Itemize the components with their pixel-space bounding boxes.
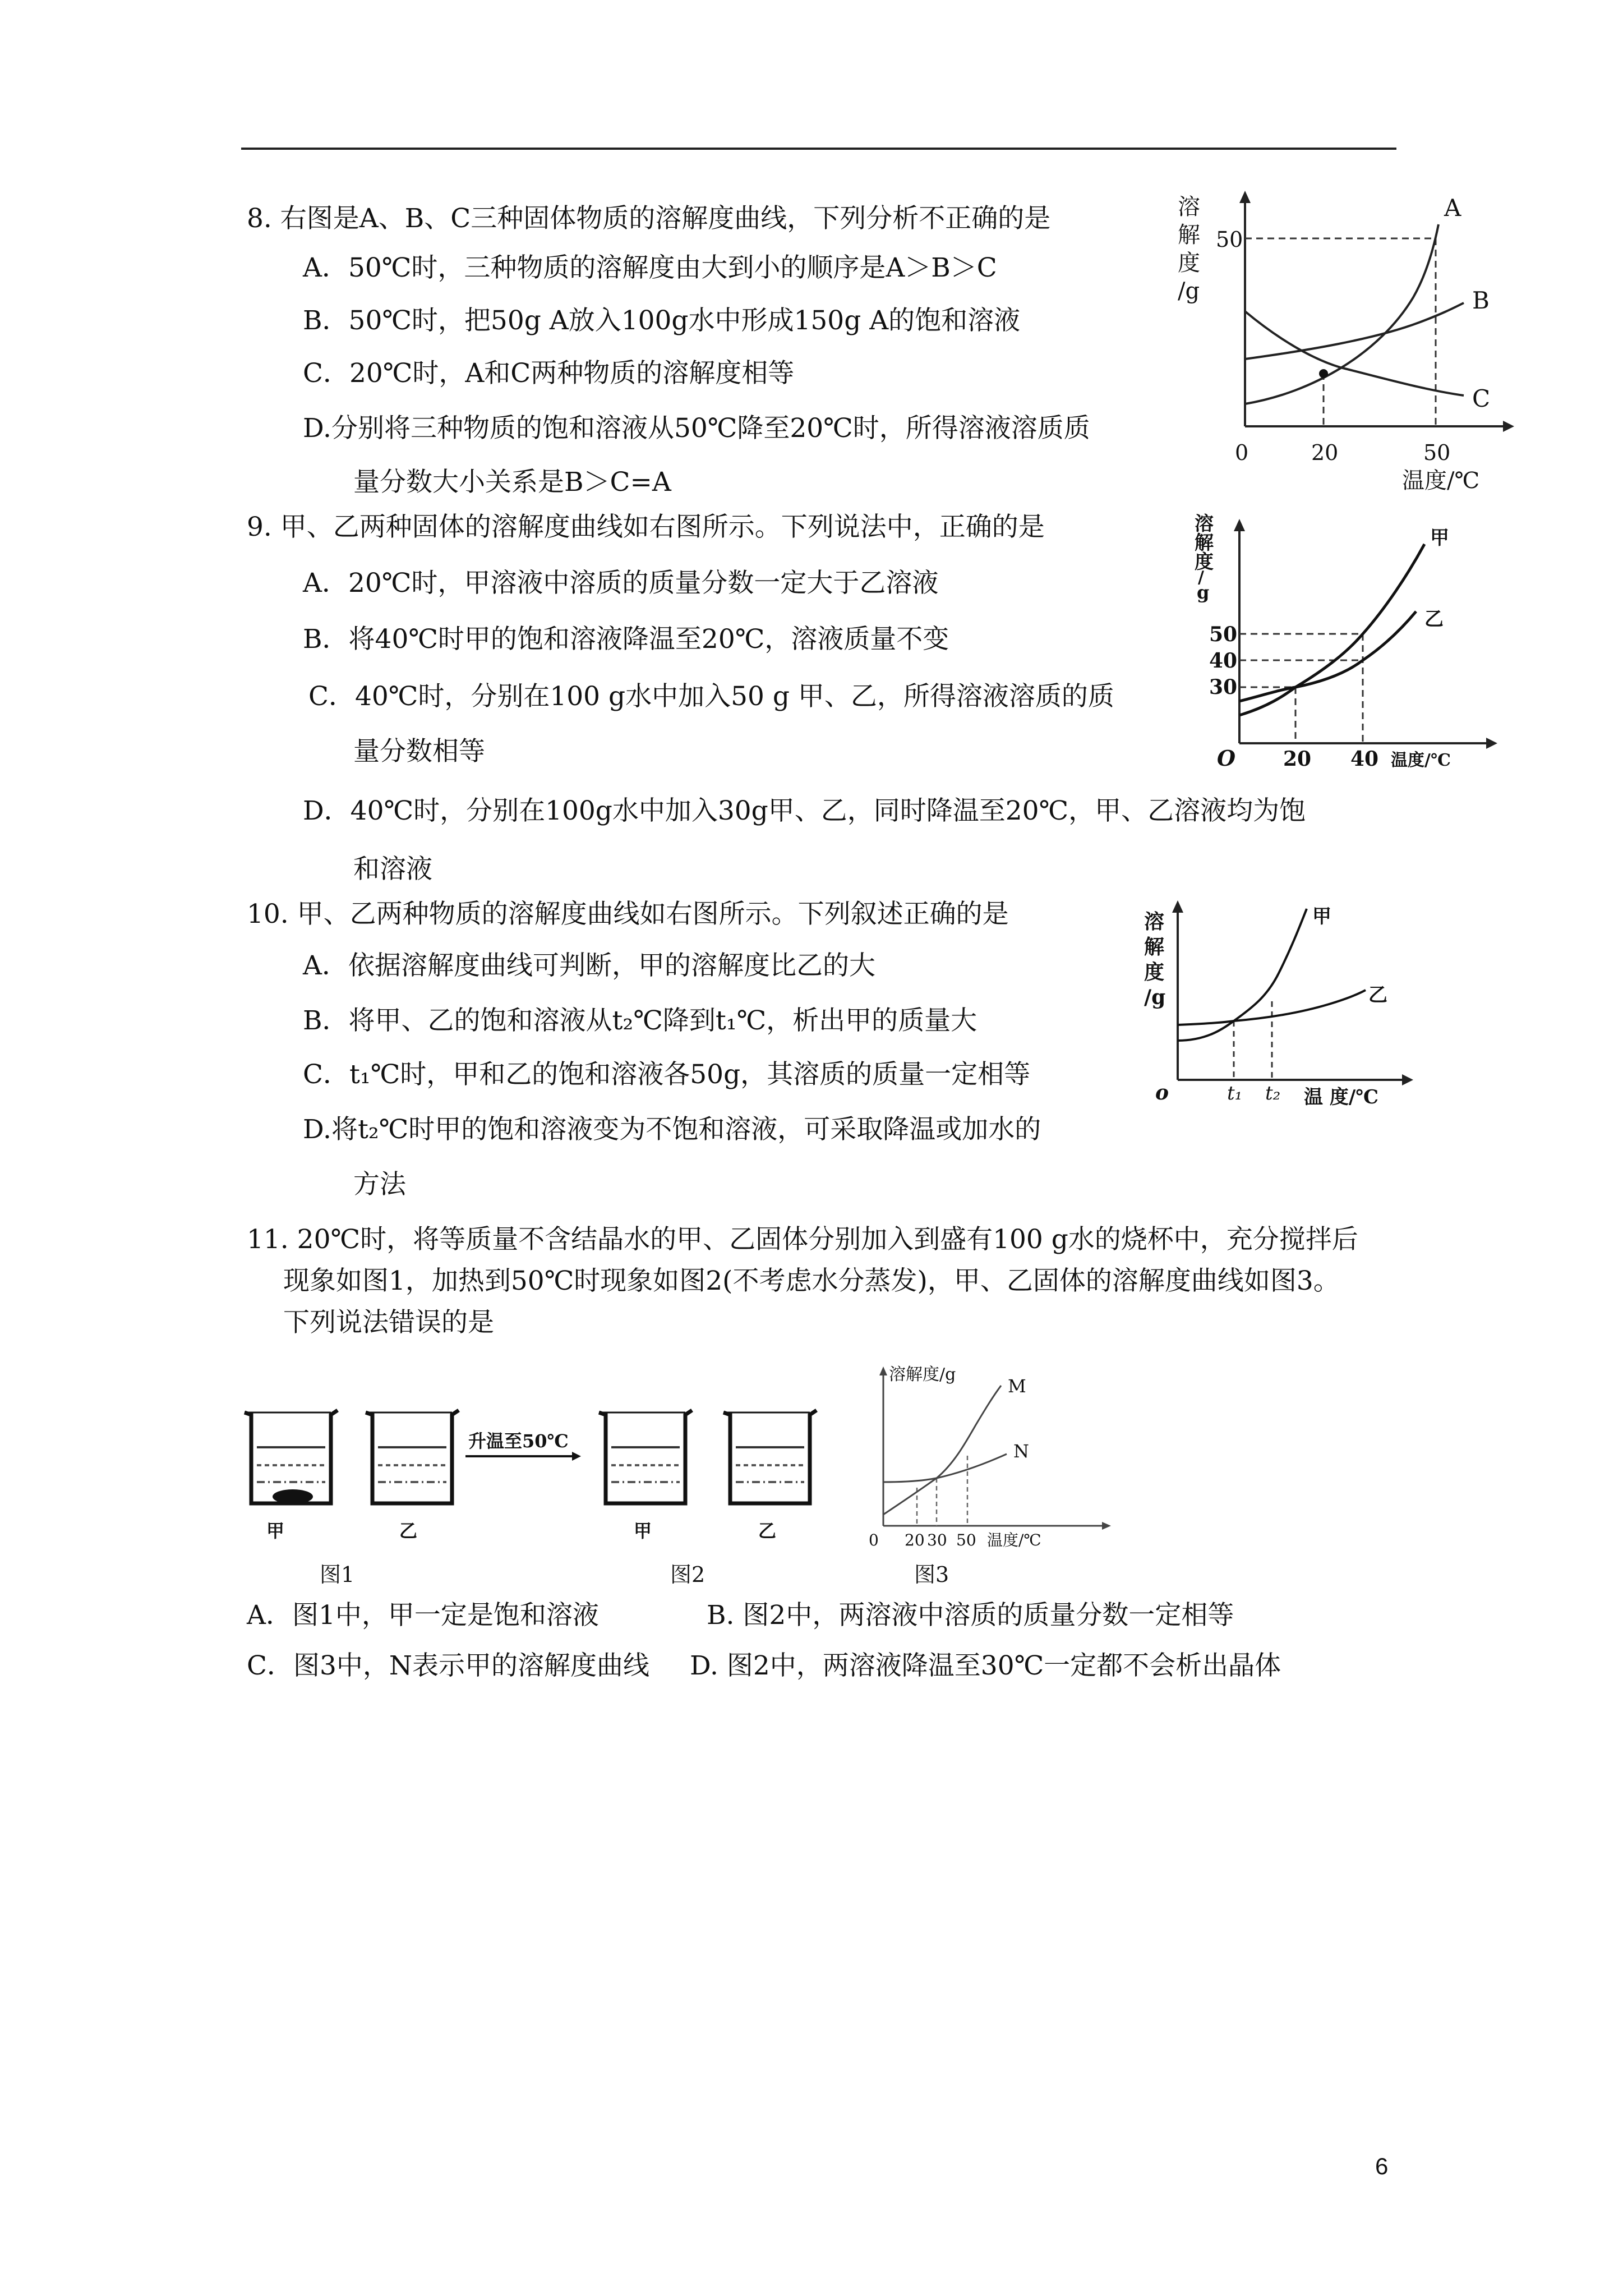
fig3-xtick-30: 30 bbox=[927, 1531, 947, 1549]
fig3-xtick-0: 0 bbox=[869, 1531, 879, 1549]
q10-stem: 10. 甲、乙两种物质的溶解度曲线如右图所示。下列叙述正确的是 bbox=[247, 899, 1009, 930]
q9-option-b: B．将40℃时甲的饱和溶液降温至20℃，溶液质量不变 bbox=[303, 624, 949, 655]
q8-stem: 8. 右图是A、B、C三种固体物质的溶解度曲线，下列分析不正确的是 bbox=[247, 203, 1051, 234]
q9-option-c-line1: C．40℃时，分别在100 g水中加入50 g 甲、乙，所得溶液溶质的质 bbox=[308, 681, 1114, 712]
q9-solubility-chart bbox=[1195, 513, 1509, 777]
fig1-beaker-jia bbox=[245, 1410, 338, 1504]
q8-xlabel: 温度/℃ bbox=[1402, 468, 1480, 494]
q11-stem-line2: 现象如图1，加热到50℃时现象如图2(不考虑水分蒸发)，甲、乙固体的溶解度曲线如图3。 bbox=[283, 1266, 1340, 1296]
q9-ylabel-2: 解 bbox=[1195, 532, 1214, 554]
q9-ylabel-1: 溶 bbox=[1195, 513, 1214, 535]
fig3-ylabel: 溶解度/g bbox=[889, 1365, 956, 1384]
fig1-label-yi: 乙 bbox=[399, 1520, 418, 1542]
fig3-xlabel: 温度/℃ bbox=[987, 1531, 1041, 1549]
q10-option-d-line2: 方法 bbox=[353, 1169, 406, 1200]
q11-beaker-figures bbox=[241, 1402, 869, 1588]
fig3-series-n-label: N bbox=[1013, 1441, 1029, 1462]
q9-option-c-line2: 量分数相等 bbox=[353, 736, 485, 767]
q10-ylabel-2: 解 bbox=[1144, 935, 1165, 959]
q8-ylabel-2: 解 bbox=[1178, 222, 1200, 248]
q8-option-d-line2: 量分数大小关系是B＞C=A bbox=[353, 467, 671, 498]
q9-series-jia-label: 甲 bbox=[1430, 527, 1449, 549]
q10-option-a: A．依据溶解度曲线可判断，甲的溶解度比乙的大 bbox=[303, 950, 875, 981]
q9-ytick-30: 30 bbox=[1209, 675, 1238, 699]
q8-option-c: C．20℃时，A和C两种物质的溶解度相等 bbox=[303, 358, 795, 389]
q10-solubility-chart bbox=[1144, 900, 1424, 1119]
q8-xtick-20: 20 bbox=[1311, 440, 1339, 465]
q8-option-d-line1: D.分别将三种物质的饱和溶液从50℃降至20℃时，所得溶液溶质质 bbox=[303, 413, 1090, 444]
q9-origin: O bbox=[1217, 746, 1236, 771]
q10-option-b: B．将甲、乙的饱和溶液从t₂℃降到t₁℃，析出甲的质量大 bbox=[303, 1005, 978, 1036]
fig2-label-yi: 乙 bbox=[758, 1520, 777, 1542]
q11-option-c: C．图3中，N表示甲的溶解度曲线 bbox=[247, 1650, 649, 1681]
q8-ylabel-4: /g bbox=[1178, 278, 1200, 304]
heat-arrow bbox=[465, 1430, 581, 1461]
q8-series-b-label: B bbox=[1472, 287, 1490, 314]
fig3-xtick-50: 50 bbox=[956, 1531, 976, 1549]
q8-series-c-label: C bbox=[1472, 385, 1491, 412]
q8-series-a-label: A bbox=[1444, 194, 1461, 222]
q10-series-jia-label: 甲 bbox=[1312, 905, 1331, 928]
fig3-series-m-label: M bbox=[1008, 1375, 1026, 1397]
q9-xlabel: 温度/℃ bbox=[1391, 751, 1451, 770]
q9-xtick-20: 20 bbox=[1283, 747, 1312, 771]
q10-xtick-t1: t₁ bbox=[1227, 1082, 1243, 1105]
header-rule bbox=[241, 148, 1396, 150]
q8-ytick-50: 50 bbox=[1216, 227, 1243, 252]
fig1-label-jia: 甲 bbox=[266, 1520, 285, 1542]
q10-xlabel: 温 度/℃ bbox=[1304, 1086, 1378, 1108]
q11-fig3-solubility-chart bbox=[861, 1363, 1119, 1588]
q11-option-a: A．图1中，甲一定是饱和溶液 bbox=[247, 1600, 599, 1631]
fig3-caption: 图3 bbox=[914, 1562, 949, 1587]
q8-xtick-50: 50 bbox=[1423, 440, 1451, 465]
q11-option-b: B. 图2中，两溶液中溶质的质量分数一定相等 bbox=[707, 1600, 1234, 1631]
fig2-beaker-yi bbox=[723, 1410, 817, 1503]
q10-ylabel-1: 溶 bbox=[1144, 910, 1165, 933]
heat-arrow-label: 升温至50℃ bbox=[468, 1430, 569, 1452]
q9-option-d-line2: 和溶液 bbox=[353, 854, 432, 885]
q9-option-d-line1: D．40℃时，分别在100g水中加入30g甲、乙，同时降温至20℃，甲、乙溶液均为饱 bbox=[303, 795, 1306, 826]
q9-ylabel-3: 度 bbox=[1195, 551, 1214, 573]
q9-series-yi-label: 乙 bbox=[1424, 608, 1444, 631]
q8-ylabel-3: 度 bbox=[1178, 250, 1200, 276]
q10-series-yi-label: 乙 bbox=[1368, 984, 1387, 1006]
q10-ylabel-3: 度 bbox=[1144, 960, 1165, 984]
q9-ylabel-5: g bbox=[1197, 582, 1210, 603]
q8-ylabel-1: 溶 bbox=[1178, 194, 1200, 220]
q10-ylabel-4: /g bbox=[1144, 986, 1166, 1009]
q9-ytick-40: 40 bbox=[1209, 649, 1238, 673]
q9-stem: 9. 甲、乙两种固体的溶解度曲线如右图所示。下列说法中，正确的是 bbox=[247, 512, 1045, 542]
fig1-caption: 图1 bbox=[320, 1562, 355, 1587]
q11-stem-line3: 下列说法错误的是 bbox=[283, 1307, 494, 1338]
q9-ytick-50: 50 bbox=[1209, 623, 1238, 646]
fig3-xtick-20: 20 bbox=[905, 1531, 925, 1549]
q11-stem-line1: 11. 20℃时，将等质量不含结晶水的甲、乙固体分别加入到盛有100 g水的烧杯中，充分搅拌后 bbox=[247, 1224, 1358, 1255]
fig2-label-jia: 甲 bbox=[634, 1520, 652, 1542]
q8-option-a: A．50℃时，三种物质的溶解度由大到小的顺序是A＞B＞C bbox=[303, 252, 997, 283]
fig2-beaker-jia bbox=[599, 1410, 692, 1503]
q8-option-b: B．50℃时，把50g A放入100g水中形成150g A的饱和溶液 bbox=[303, 305, 1021, 336]
q10-option-d-line1: D.将t₂℃时甲的饱和溶液变为不饱和溶液，可采取降温或加水的 bbox=[303, 1114, 1041, 1145]
q8-solubility-chart bbox=[1166, 191, 1525, 505]
fig2-caption: 图2 bbox=[670, 1562, 706, 1587]
q9-xtick-40: 40 bbox=[1350, 747, 1379, 771]
q10-xtick-t2: t₂ bbox=[1265, 1082, 1281, 1105]
q10-origin: o bbox=[1155, 1081, 1169, 1105]
q11-option-d: D. 图2中，两溶液降温至30℃一定都不会析出晶体 bbox=[690, 1650, 1281, 1681]
page-number: 6 bbox=[1375, 2153, 1389, 2179]
q10-option-c: C．t₁℃时，甲和乙的饱和溶液各50g，其溶质的质量一定相等 bbox=[303, 1059, 1031, 1090]
fig1-beaker-yi bbox=[366, 1410, 459, 1503]
q9-option-a: A．20℃时，甲溶液中溶质的质量分数一定大于乙溶液 bbox=[303, 568, 939, 599]
q9-ylabel-4: / bbox=[1198, 568, 1204, 587]
q8-origin: 0 bbox=[1235, 440, 1249, 465]
